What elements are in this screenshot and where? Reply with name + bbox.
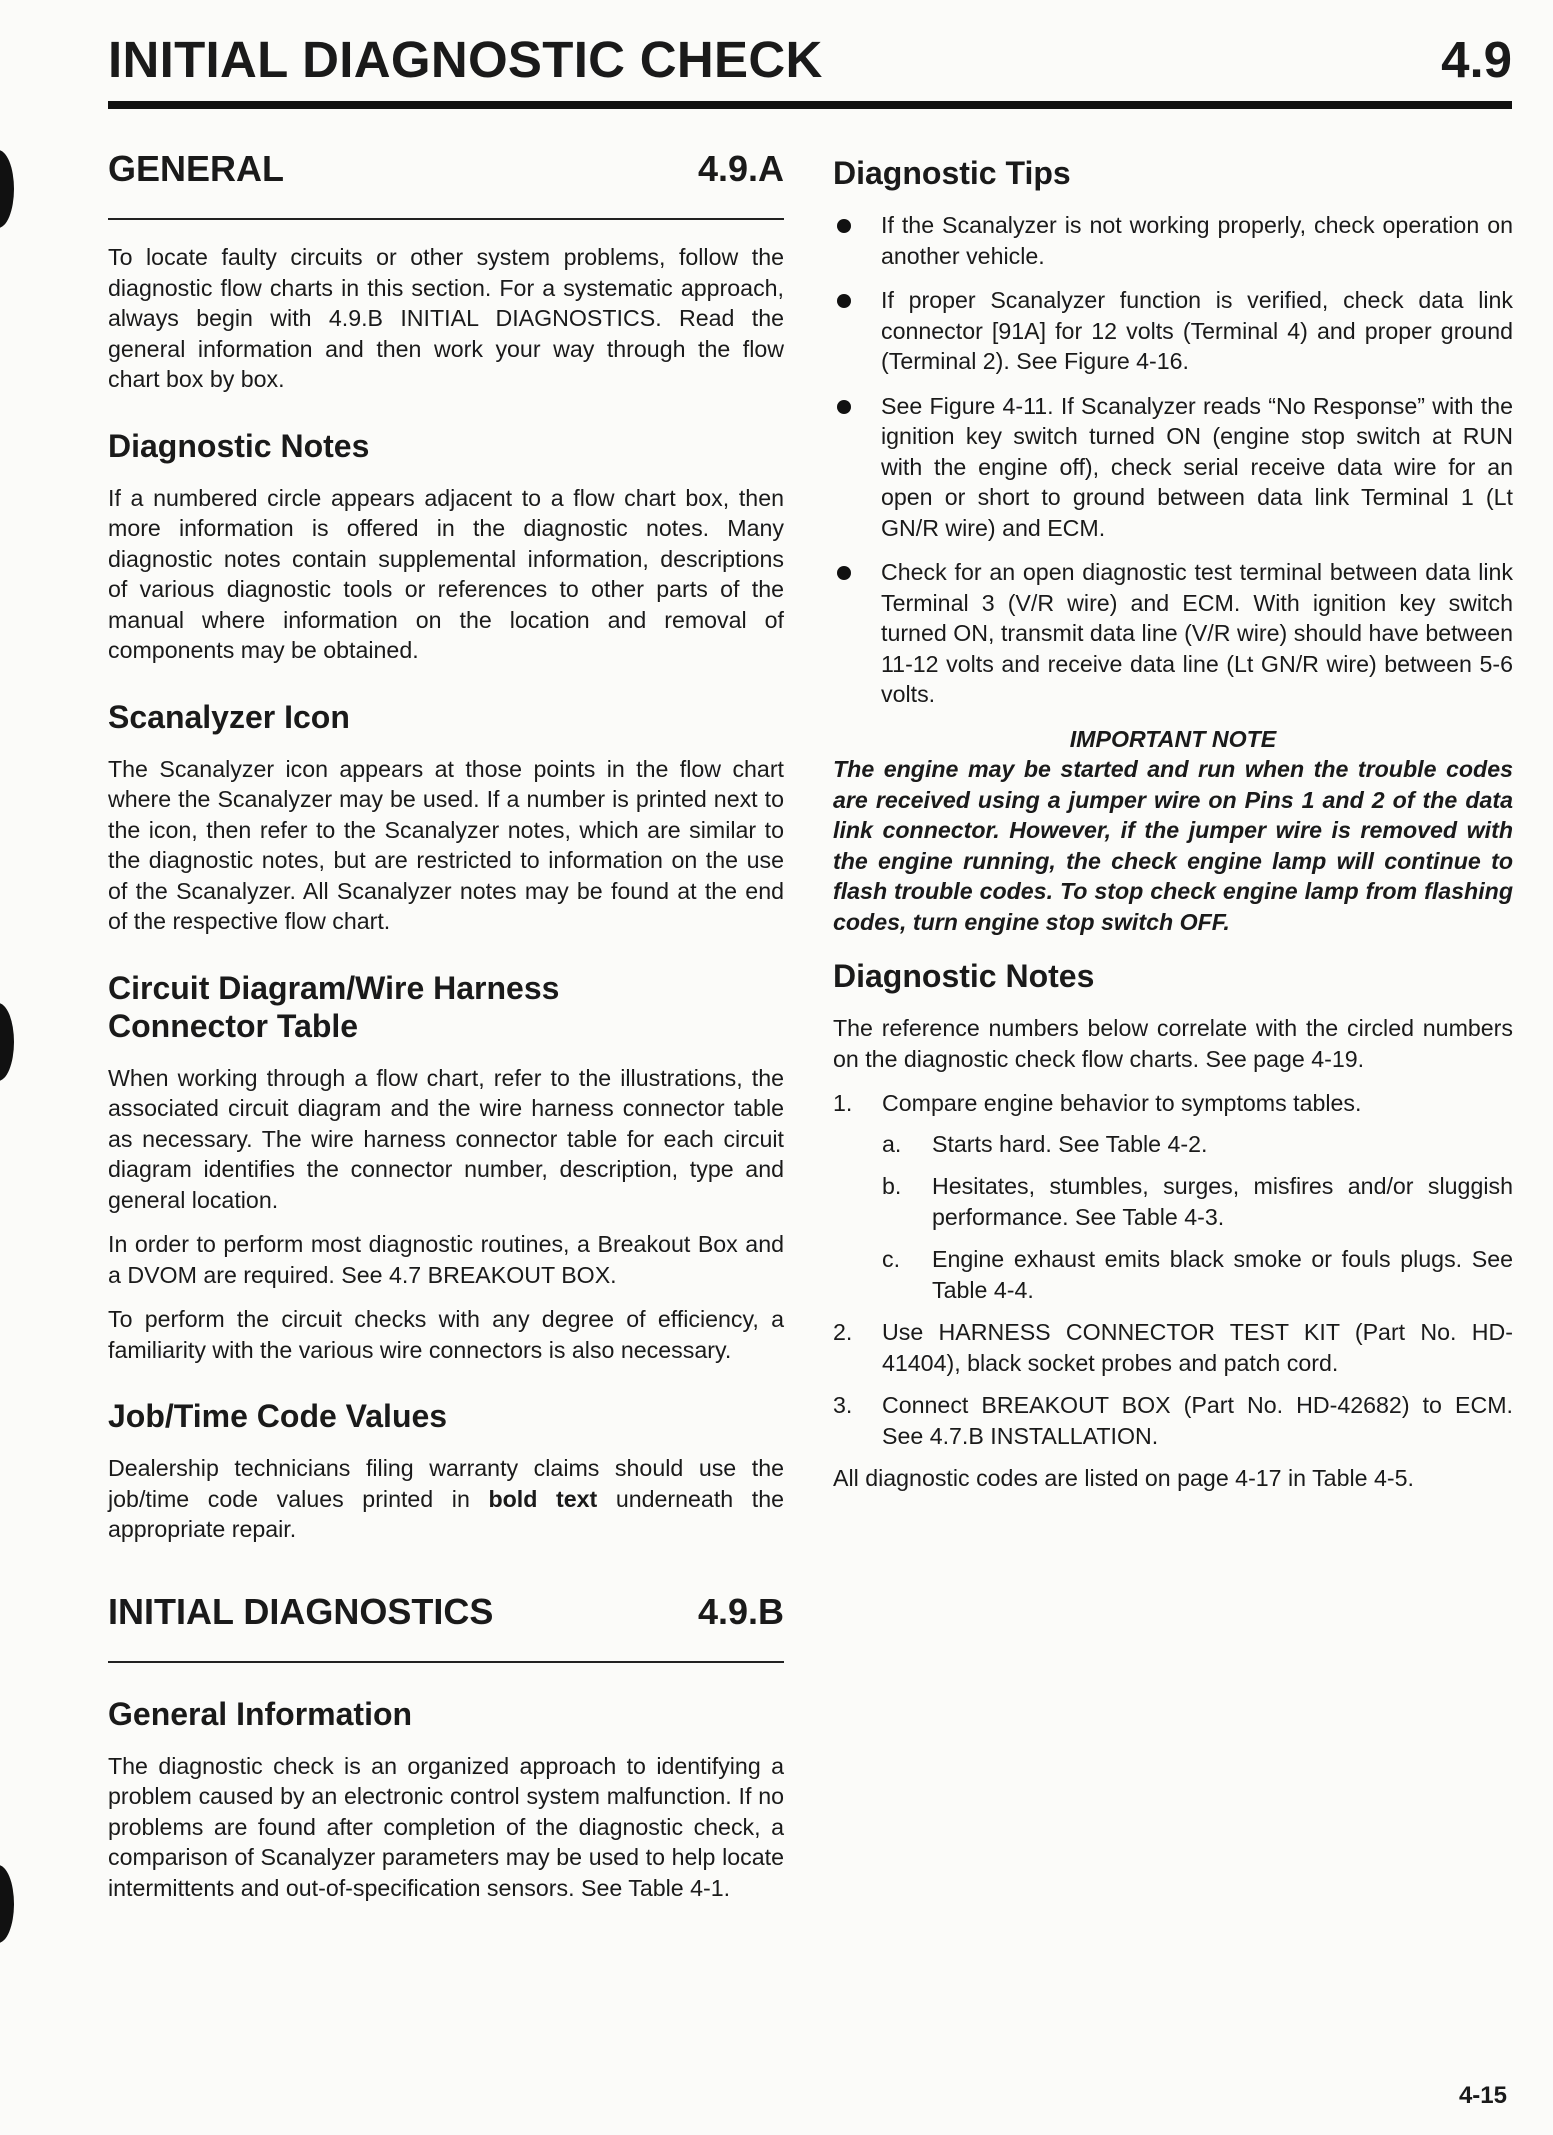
list-marker: c. (882, 1246, 901, 1272)
sub-list (882, 1129, 1513, 1306)
bullet-icon (837, 294, 851, 308)
scanalyzer-icon-text: The Scanalyzer icon appears at those points in the flow chart where the Scanalyzer may be used. If a number is printed next to the icon, then refer to the Scanalyzer notes, which are similar to the diagnostic notes, but are restricted to information on the use of the Scanalyzer. All Scanalyzer notes may be found at the end of the respective flow chart. (108, 755, 784, 934)
tip-text: If the Scanalyzer is not working properly, check operation on another vehicle. (881, 212, 1513, 269)
note-text: Use HARNESS CONNECTOR TEST KIT (Part No. HD-41404), black socket probes and patch cord. (882, 1319, 1513, 1376)
list-item (833, 391, 1513, 544)
page-header (108, 24, 1512, 114)
list-item (833, 210, 1513, 271)
bullet-icon (837, 566, 851, 580)
list-marker: 2. (833, 1319, 853, 1345)
list-item (833, 285, 1513, 377)
circuit-diagram-heading (108, 969, 784, 1045)
circuit-diagram-p3: To perform the circuit checks with any degree of efficiency, a familiarity with the various wire connectors is also necessary. (108, 1306, 784, 1363)
tip-text: If proper Scanalyzer function is verified, check data link connector [91A] for 12 volts (Terminal 4) and proper ground (Terminal 2). See Figure 4-16. (881, 287, 1513, 374)
job-time-text-end: underneath the appropriate repair. (108, 1485, 784, 1542)
list-item (882, 1171, 1513, 1232)
circuit-diagram-p1: When working through a flow chart, refer to the illustrations, the associated circuit diagram and the wire harness connector table as necessary. The wire harness connector table for each circuit diagram identifies the connector number, description, type and general location. (108, 1064, 784, 1213)
section-heading-general (108, 150, 784, 220)
circuit-diagram-p2: In order to perform most diagnostic routines, a Breakout Box and a DVOM are required. See 4.7 BREAKOUT BOX. (108, 1231, 784, 1288)
diagnostic-notes-text: If a numbered circle appears adjacent to a flow chart box, then more information is offered in the diagnostic notes. Many diagnostic notes contain supplemental information, descriptions of various diagnostic tools or references to other parts of the manual where information on the location and removal of components may be obtained. (108, 484, 784, 663)
note-text: Compare engine behavior to symptoms tables. (882, 1090, 1362, 1116)
diagnostic-notes-heading: Diagnostic Notes (833, 958, 1095, 994)
general-information-heading: General Information (108, 1695, 413, 1732)
diagnostic-notes-heading: Diagnostic Notes (108, 427, 370, 464)
list-item (833, 1317, 1513, 1378)
bullet-icon (837, 219, 851, 233)
general-intro: To locate faulty circuits or other system problems, follow the diagnostic flow charts in this section. For a systematic approach, always begin with 4.9.B INITIAL DIAGNOSTICS. Read the general information and then work your way through the flow chart box by box. (108, 244, 784, 392)
note-text: Connect BREAKOUT BOX (Part No. HD-42682) to ECM. See 4.7.B INSTALLATION. (882, 1392, 1513, 1449)
job-time-bold: bold text (488, 1485, 598, 1512)
job-time-text-start: Dealership technicians filing warranty claims should use the job/time code values printed in (108, 1455, 784, 1512)
diagnostic-tips-heading: Diagnostic Tips (833, 155, 1071, 191)
scanalyzer-icon-heading: Scanalyzer Icon (108, 698, 350, 735)
section-number: 4.9.A (697, 148, 784, 189)
diagnostic-tips-list (833, 210, 1513, 710)
diagnostic-notes-list (833, 1088, 1513, 1451)
tip-text: Check for an open diagnostic test terminal between data link Terminal 3 (V/R wire) and ECM. With ignition key switch turned ON, transmit data line (V/R wire) should have between 11-12 volts and receive data line (Lt GN/R wire) between 5-6 volts. (881, 559, 1513, 707)
section-rule (108, 1661, 784, 1663)
section-number: 4.9 (1441, 31, 1512, 88)
general-information-text: The diagnostic check is an organized approach to identifying a problem caused by an electronic control system malfunction. If no problems are found after completion of the diagnostic check, a comparison of Scanalyzer parameters may be used to help locate intermittents and out-of-specification sensors. See Table 4-1. (108, 1752, 784, 1901)
list-item (833, 1088, 1513, 1305)
job-time-heading: Job/Time Code Values (108, 1398, 448, 1434)
page-title: INITIAL DIAGNOSTIC CHECK (108, 31, 823, 88)
job-time-text (108, 1453, 784, 1545)
section-title: GENERAL (108, 148, 285, 189)
section-rule (108, 218, 784, 220)
important-note-text: The engine may be started and run when the trouble codes are received using a jumper wire on Pins 1 and 2 of the data link connector. However, if the jumper wire is removed with the engine running, the check engine lamp will continue to flash trouble codes. To stop check engine lamp from flashing codes, turn engine stop switch OFF. (833, 756, 1513, 935)
section-number: 4.9.B (697, 1590, 784, 1632)
list-marker: 1. (833, 1090, 853, 1116)
bullet-icon (837, 400, 851, 414)
important-note-title: IMPORTANT NOTE (1069, 725, 1277, 752)
binder-hole (0, 1865, 14, 1943)
list-item (882, 1244, 1513, 1305)
section-title: INITIAL DIAGNOSTICS (108, 1590, 494, 1632)
binder-hole (0, 1003, 14, 1081)
list-item (833, 1390, 1513, 1451)
list-marker: a. (882, 1130, 902, 1157)
diagnostic-notes-intro: The reference numbers below correlate with the circled numbers on the diagnostic check flow charts. See page 4-19. (833, 1015, 1513, 1072)
list-item (882, 1129, 1513, 1160)
note-text: Engine exhaust emits black smoke or fouls plugs. See Table 4-4. (932, 1246, 1513, 1303)
list-marker: b. (882, 1173, 902, 1199)
tip-text: See Figure 4-11. If Scanalyzer reads “No Response” with the ignition key switch turned ON (engine stop switch at RUN with the engine off), check serial receive data wire for an open or short to ground between data link Terminal 1 (Lt GN/R wire) and ECM. (881, 392, 1513, 541)
diagnostic-notes-footer: All diagnostic codes are listed on page 4-17 in Table 4-5. (833, 1465, 1414, 1491)
page-number: 4-15 (1458, 2082, 1507, 2109)
header-rule (108, 101, 1512, 109)
right-column (833, 150, 1513, 1508)
circuit-diagram-heading-line2: Connector Table (108, 1007, 359, 1044)
left-column (108, 150, 784, 1917)
circuit-diagram-heading-line1: Circuit Diagram/Wire Harness (108, 969, 560, 1006)
list-item (833, 557, 1513, 710)
section-heading-initial-diagnostics (108, 1590, 784, 1663)
note-text: Starts hard. See Table 4-2. (932, 1130, 1208, 1157)
note-text: Hesitates, stumbles, surges, misfires and/or sluggish performance. See Table 4-3. (932, 1173, 1513, 1230)
binder-hole (0, 150, 14, 228)
list-marker: 3. (833, 1392, 853, 1418)
